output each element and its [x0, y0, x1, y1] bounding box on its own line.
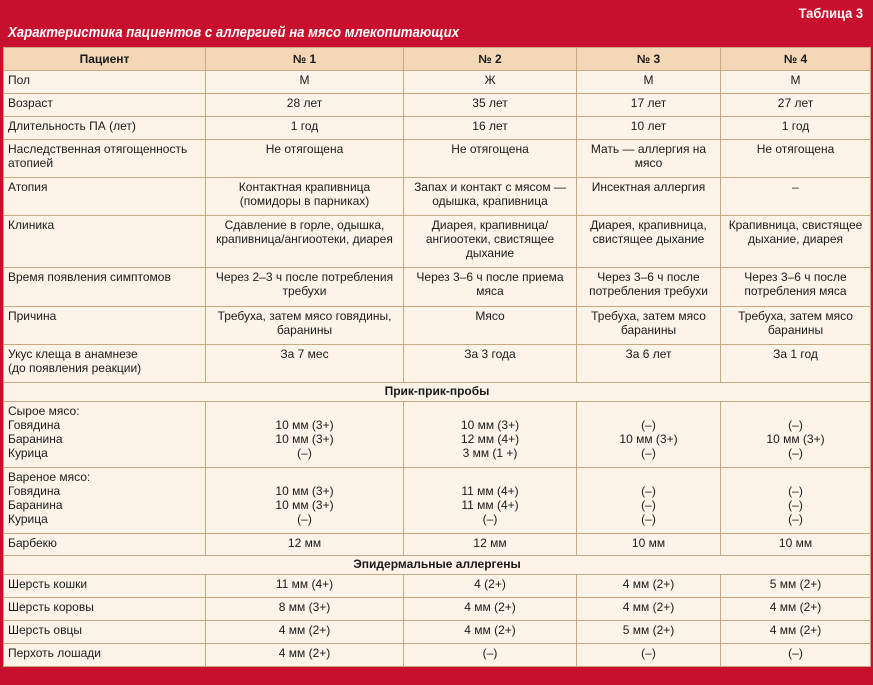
cell-line: дыхание, диарея	[747, 232, 844, 246]
row-label-line: атопией	[8, 156, 54, 170]
cell-line: 3 мм (1 +)	[462, 446, 518, 460]
row-label-onset: Время появления симптомов	[4, 268, 206, 307]
row-label-line: Сырое мясо:	[8, 404, 80, 418]
cell	[577, 402, 721, 468]
cell: 4 мм (2+)	[577, 598, 721, 621]
cell-line: (–)	[641, 512, 656, 526]
row-label-cooked-meat	[4, 468, 206, 534]
cell: 4 мм (2+)	[577, 575, 721, 598]
cell-line: Через 2–3 ч после потребления	[215, 270, 394, 284]
row-label-line: Говядина	[8, 418, 61, 432]
cell-line: (–)	[788, 418, 803, 432]
cell: Мясо	[404, 307, 577, 345]
cell	[404, 178, 577, 216]
cell-line: ангиоотеки, свистящее	[425, 232, 555, 246]
cell	[404, 268, 577, 307]
row-label-line: Баранина	[8, 498, 63, 512]
row-label-line: Курица	[8, 512, 48, 526]
row-label-barbecue: Барбекю	[4, 534, 206, 556]
cell-line: Через 3–6 ч после приема	[416, 270, 564, 284]
cell: 28 лет	[206, 94, 404, 117]
cell-line: Контактная крапивница	[238, 180, 371, 194]
cell-line: (–)	[482, 512, 498, 526]
cell: 35 лет	[404, 94, 577, 117]
column-header-p4: № 4	[721, 48, 871, 71]
cell: 4 мм (2+)	[721, 598, 871, 621]
cell-line: Требуха, затем мясо	[591, 309, 706, 323]
row-label-clinic: Клиника	[4, 216, 206, 268]
cell: –	[721, 178, 871, 216]
cell: 27 лет	[721, 94, 871, 117]
row-label-cause: Причина	[4, 307, 206, 345]
cell: 4 (2+)	[404, 575, 577, 598]
row-label-heredity	[4, 140, 206, 178]
cell: 11 мм (4+)	[206, 575, 404, 598]
table-header	[0, 0, 873, 47]
patients-table	[3, 47, 871, 667]
cell-line: Диарея, крапивница,	[590, 218, 707, 232]
cell: 10 мм	[577, 534, 721, 556]
cell-line: (–)	[641, 446, 656, 460]
section-title-prick: Прик-прик-пробы	[4, 383, 871, 402]
cell-line: (–)	[788, 484, 803, 498]
cell	[206, 268, 404, 307]
cell-line: (помидоры в парниках)	[239, 194, 370, 208]
cell-line: (–)	[297, 446, 312, 460]
cell: За 3 года	[404, 345, 577, 383]
cell-line: 10 мм (3+)	[275, 432, 334, 446]
cell-line: мяса	[476, 284, 504, 298]
cell-line: потребления требухи	[589, 284, 708, 298]
cell-line: 10 мм (3+)	[275, 484, 334, 498]
section-row-epidermal	[4, 556, 871, 575]
cell-line: 12 мм (4+)	[460, 432, 520, 446]
row-label-tick	[4, 345, 206, 383]
cell-line: требухи	[282, 284, 327, 298]
cell: Ж	[404, 71, 577, 94]
cell: М	[206, 71, 404, 94]
cell	[404, 216, 577, 268]
table-row	[4, 621, 871, 644]
row-label-raw-meat	[4, 402, 206, 468]
cell: 12 мм	[404, 534, 577, 556]
cell-line: (–)	[788, 512, 803, 526]
cell: 10 лет	[577, 117, 721, 140]
cell-line: 10 мм (3+)	[275, 498, 334, 512]
table-row	[4, 644, 871, 667]
cell: 4 мм (2+)	[206, 644, 404, 667]
column-header-patient: Пациент	[4, 48, 206, 71]
cell-line: (–)	[788, 498, 803, 512]
cell-line: 10 мм (3+)	[619, 432, 678, 446]
cell: Инсектная аллергия	[577, 178, 721, 216]
cell	[577, 307, 721, 345]
table-row	[4, 402, 871, 468]
cell: 12 мм	[206, 534, 404, 556]
cell	[404, 468, 577, 534]
table-row	[4, 117, 871, 140]
cell: За 7 мес	[206, 345, 404, 383]
row-label-sex: Пол	[4, 71, 206, 94]
cell-line: 11 мм (4+)	[461, 498, 519, 512]
cell-line: крапивница/ангиоотеки, диарея	[216, 232, 393, 246]
section-row-prick	[4, 383, 871, 402]
cell	[721, 402, 871, 468]
row-label-line: Баранина	[8, 432, 63, 446]
cell-line: (–)	[297, 512, 312, 526]
cell: (–)	[721, 644, 871, 667]
cell-line: 10 мм (3+)	[275, 418, 334, 432]
row-label-cat: Шерсть кошки	[4, 575, 206, 598]
cell: 1 год	[206, 117, 404, 140]
row-label-line: Вареное мясо:	[8, 470, 91, 484]
column-header-row	[4, 48, 871, 71]
row-label-line: Говядина	[8, 484, 61, 498]
cell: 4 мм (2+)	[721, 621, 871, 644]
cell-line: мясо	[634, 156, 663, 170]
cell-line: дыхание	[465, 246, 515, 260]
cell: 5 мм (2+)	[577, 621, 721, 644]
cell-line: (–)	[641, 498, 656, 512]
row-label-duration: Длительность ПА (лет)	[4, 117, 206, 140]
table-row	[4, 140, 871, 178]
cell-line: баранины	[276, 323, 333, 337]
cell: 16 лет	[404, 117, 577, 140]
cell	[206, 468, 404, 534]
row-label-cow: Шерсть коровы	[4, 598, 206, 621]
row-label-age: Возраст	[4, 94, 206, 117]
cell-line: Крапивница, свистящее	[728, 218, 863, 232]
table-row	[4, 268, 871, 307]
cell	[577, 140, 721, 178]
cell-line: Требуха, затем мясо говядины,	[217, 309, 392, 323]
cell	[577, 216, 721, 268]
cell: Не отягощена	[721, 140, 871, 178]
cell: М	[721, 71, 871, 94]
cell-line: Сдавление в горле, одышка,	[224, 218, 385, 232]
cell-line: Через 3–6 ч после	[597, 270, 700, 284]
table-row	[4, 178, 871, 216]
cell-line: 10 мм (3+)	[460, 418, 520, 432]
cell-line: одышка, крапивница	[432, 194, 548, 208]
cell-line: Через 3–6 ч после	[744, 270, 847, 284]
cell	[404, 402, 577, 468]
table-row	[4, 345, 871, 383]
cell-line: свистящее дыхание	[592, 232, 705, 246]
cell-line: (–)	[788, 446, 803, 460]
cell	[721, 216, 871, 268]
cell: 4 мм (2+)	[404, 598, 577, 621]
cell-line: баранины	[620, 323, 677, 337]
cell: 17 лет	[577, 94, 721, 117]
cell: 1 год	[721, 117, 871, 140]
table-row	[4, 94, 871, 117]
cell: 8 мм (3+)	[206, 598, 404, 621]
row-label-horse: Перхоть лошади	[4, 644, 206, 667]
cell-line: потребления мяса	[744, 284, 847, 298]
cell: 4 мм (2+)	[206, 621, 404, 644]
section-title-epidermal: Эпидермальные аллергены	[4, 556, 871, 575]
cell	[721, 468, 871, 534]
cell: 10 мм	[721, 534, 871, 556]
cell-line: (–)	[641, 418, 656, 432]
row-label-line: Наследственная отягощенность	[8, 142, 188, 156]
row-label-sheep: Шерсть овцы	[4, 621, 206, 644]
cell: Не отягощена	[206, 140, 404, 178]
cell	[721, 307, 871, 345]
table-title: Характеристика пациентов с аллергией на мясо млекопитающих	[8, 24, 460, 41]
cell: (–)	[404, 644, 577, 667]
table-row	[4, 598, 871, 621]
cell-line: Требуха, затем мясо	[738, 309, 853, 323]
cell	[206, 178, 404, 216]
cell: За 1 год	[721, 345, 871, 383]
cell	[206, 216, 404, 268]
cell	[577, 268, 721, 307]
cell-line: Диарея, крапивница/	[431, 218, 549, 232]
column-header-p1: № 1	[206, 48, 404, 71]
cell	[577, 468, 721, 534]
cell-line: 11 мм (4+)	[461, 484, 519, 498]
row-label-line: Укус клеща в анамнезе	[8, 347, 138, 361]
cell: Не отягощена	[404, 140, 577, 178]
row-label-line: Курица	[8, 446, 48, 460]
cell: М	[577, 71, 721, 94]
cell: (–)	[577, 644, 721, 667]
table-row	[4, 468, 871, 534]
table-row	[4, 71, 871, 94]
cell-line: (–)	[641, 484, 656, 498]
table-row	[4, 534, 871, 556]
row-label-line: (до появления реакции)	[8, 361, 142, 375]
cell	[206, 307, 404, 345]
table-number: Таблица 3	[798, 5, 863, 21]
column-header-p3: № 3	[577, 48, 721, 71]
cell-line: 10 мм (3+)	[766, 432, 825, 446]
cell: 4 мм (2+)	[404, 621, 577, 644]
cell-line: Мать — аллергия на	[590, 142, 707, 156]
cell	[206, 402, 404, 468]
cell	[721, 268, 871, 307]
cell-line: баранины	[767, 323, 824, 337]
row-label-atopy: Атопия	[4, 178, 206, 216]
column-header-p2: № 2	[404, 48, 577, 71]
cell: 5 мм (2+)	[721, 575, 871, 598]
cell: За 6 лет	[577, 345, 721, 383]
table-row	[4, 575, 871, 598]
table-row	[4, 216, 871, 268]
cell-line: Запах и контакт с мясом —	[414, 180, 566, 194]
table-row	[4, 307, 871, 345]
